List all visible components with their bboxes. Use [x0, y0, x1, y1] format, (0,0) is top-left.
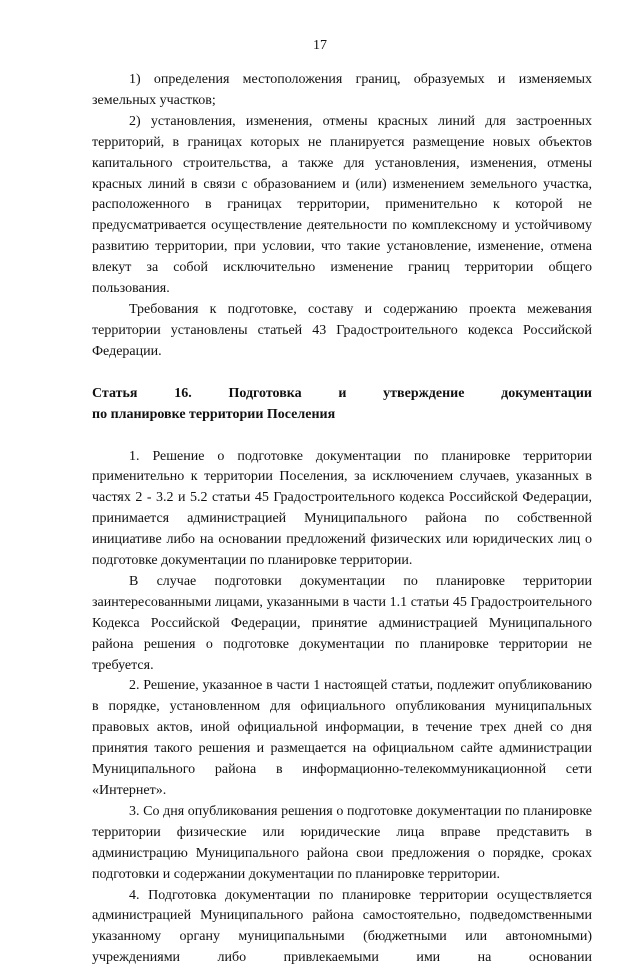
article-paragraph-3: 2. Решение, указанное в части 1 настоящей статьи, подлежит опубликованию в порядке, установленном для официального опубликования муниципальных правовых актов, иной официальной информации, в течение трех дней со дня принятия такого решения и размещается на официальном сайте администрации Муниципального района в информационно-телекоммуникационной сети «Интернет». — [92, 678, 592, 798]
article-paragraph-5: 4. Подготовка документации по планировке территории осуществляется администрацией Муниципального района самостоятельно, подведомственными указанному органу муниципальными (бюджетными или автономными) учреждениями либо привлекаемыми ими на основании — [92, 887, 592, 966]
article-heading-line1: Статья 16. Подготовка и утверждение документации — [92, 385, 592, 401]
article-paragraph-2: В случае подготовки документации по планировке территории заинтересованными лицами, указанными в части 1.1 статьи 45 Градостроительного Кодекса Российской Федерации, принятие администрацией Муниципального района решения о подготовке документации по планировке территории не требуется. — [92, 573, 592, 673]
paragraph-top-1: 1) определения местоположения границ, образуемых и изменяемых земельных участков; — [92, 72, 592, 108]
article-paragraph-4: 3. Со дня опубликования решения о подготовке документации по планировке территории физические или юридические лица вправе представить в администрацию Муниципального района свои предложения о порядке, сроках подготовки и содержании документации по планировке территории. — [92, 803, 592, 882]
paragraph-top-3: Требования к подготовке, составу и содержанию проекта межевания территории установлены статьей 43 Градостроительного кодекса Российской Федерации. — [92, 301, 592, 359]
article-heading-line2: по планировке территории Поселения — [92, 406, 336, 422]
article-paragraph-1: 1. Решение о подготовке документации по планировке территории применительно к территории Поселения, за исключением случаев, указанных в частях 2 - 3.2 и 5.2 статьи 45 Градостроительного кодекса Российской Федерации, принимается администрацией Муниципального района по собственной инициативе либо на основании предложений физических или юридических лиц о подготовке документации по планировке территории. — [92, 448, 592, 569]
article-heading — [92, 384, 592, 426]
paragraph-top-2: 2) установления, изменения, отмены красных линий для застроенных территорий, в границах которых не планируется размещение новых объектов капитального строительства, а также для установления, изменения, отмены красных линий в связи с образованием и (или) изменением земельного участка, расположенного в границах территории, применительно к которой не предусматривается осуществление деятельности по комплексному и устойчивому развитию территории, при условии, что такие установление, изменение, отмена влекут за собой исключительно изменение границ территории общего пользования. — [92, 113, 592, 297]
page-number: 17 — [313, 38, 327, 53]
document-body — [92, 70, 592, 969]
